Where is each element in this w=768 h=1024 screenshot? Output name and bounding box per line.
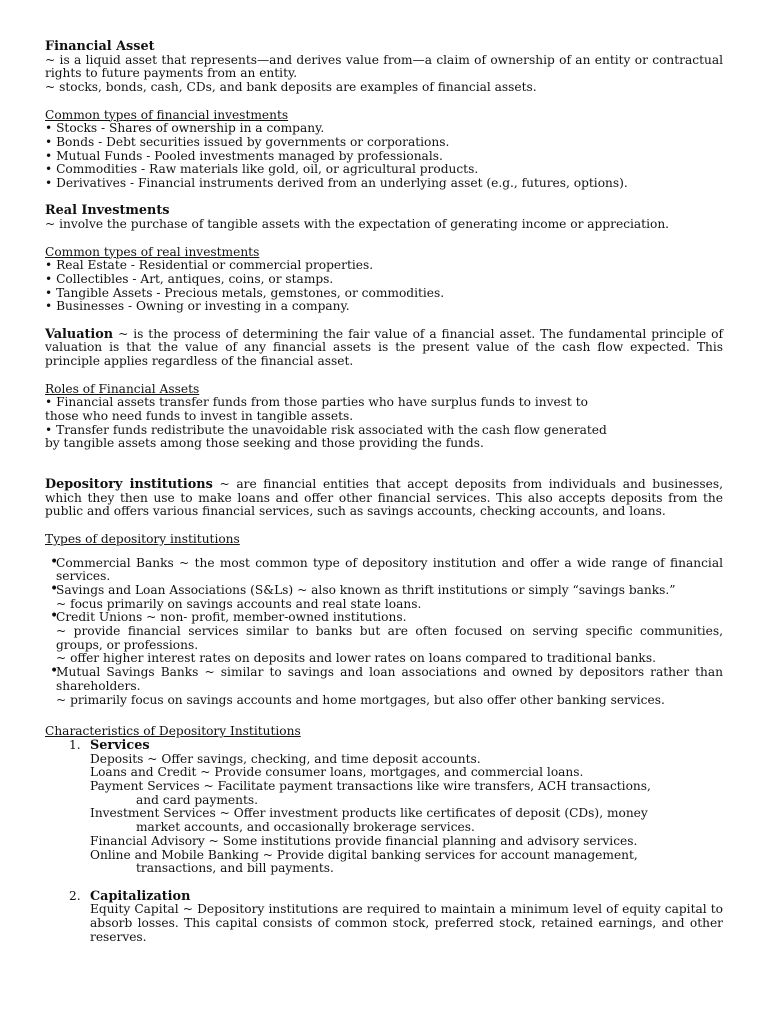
capitalization-text: Equity Capital ~ Depository institutions are required to maintain a minimum level of equity capital to absorb losses. This capital consists of common stock, preferred stock, retained earnings, and other reserves.: [90, 902, 723, 944]
list-item-savings-loan: • Savings and Loan Associations (S&Ls) ~ also known as thrift institutions or simply “savings banks.” ~ focus primarily on savings accounts and real state loans.: [56, 584, 723, 611]
characteristics-heading: Characteristics of Depository Institutions: [45, 724, 301, 739]
capitalization-title: Capitalization: [90, 888, 191, 904]
list-item: • Derivatives - Financial instruments derived from an underlying asset (e.g., futures, options).: [45, 176, 628, 191]
valuation-paragraph: [45, 328, 723, 369]
services-deposits: Deposits ~ Offer savings, checking, and time deposit accounts.: [90, 751, 481, 766]
list-item: • Bonds - Debt securities issued by governments or corporations.: [45, 134, 450, 149]
services-investment: Investment Services ~ Offer investment products like certificates of deposit (CDs), money: [90, 806, 648, 821]
list-item: • Businesses - Owning or investing in a company.: [45, 299, 350, 314]
list-item: • Financial assets transfer funds from those parties who have surplus funds to invest to: [45, 395, 588, 410]
depository-paragraph: [45, 478, 723, 519]
services-online: Online and Mobile Banking ~ Provide digital banking services for account management,: [90, 847, 638, 862]
list-number: 2.: [69, 888, 81, 903]
list-number: 1.: [69, 737, 81, 752]
depository-types-heading: Types of depository institutions: [45, 531, 240, 546]
services-online-cont: transactions, and bill payments.: [136, 861, 334, 876]
services-investment-cont: market accounts, and occasionally brokerage services.: [136, 820, 475, 835]
valuation-term: Valuation: [45, 326, 114, 342]
list-item-commercial-banks: • Commercial Banks ~ the most common type of depository institution and offer a wide range of financial services.: [56, 557, 723, 584]
depository-term: Depository institutions: [45, 477, 213, 493]
real-investments-heading: Common types of real investments: [45, 244, 260, 259]
list-item: • Real Estate - Residential or commercial properties.: [45, 258, 374, 273]
financial-investments-heading: Common types of financial investments: [45, 107, 289, 122]
depository-text: ~ are financial entities that accept deposits from individuals and businesses, which they then use to make loans and offer other financial services. This also accepts deposits from the public and offers various financial services, such as savings accounts, checking accounts, and loans.: [45, 477, 723, 519]
services-advisory: Financial Advisory ~ Some institutions provide financial planning and advisory services.: [90, 833, 638, 848]
list-item: • Mutual Funds - Pooled investments managed by professionals.: [45, 148, 443, 163]
services-payment: Payment Services ~ Facilitate payment transactions like wire transfers, ACH transactions,: [90, 779, 651, 794]
list-item: • Collectibles - Art, antiques, coins, or stamps.: [45, 271, 334, 286]
real-investments-list: [45, 259, 723, 314]
document-page: [45, 40, 723, 944]
financial-asset-definition: ~ is a liquid asset that represents—and derives value from—a claim of ownership of an entity or contractual rights to future payments from an entity.: [45, 52, 723, 81]
real-investments-definition: ~ involve the purchase of tangible assets with the expectation of generating income or appreciation.: [45, 217, 670, 232]
financial-investments-list: [45, 122, 723, 191]
valuation-text: ~ is the process of determining the fair value of a financial asset. The fundamental principle of valuation is that the value of any financial assets is the present value of the cash flow expected. This principle applies regardless of the financial asset.: [45, 326, 723, 369]
list-item: • Commodities - Raw materials like gold, oil, or agricultural products.: [45, 162, 479, 177]
list-item: • Stocks - Shares of ownership in a company.: [45, 121, 325, 136]
characteristic-services: [69, 737, 723, 876]
section-title-financial-asset: Financial Asset: [45, 39, 155, 54]
list-item-mutual-savings: • Mutual Savings Banks ~ similar to savings and loan associations and owned by depositors rather than shareholders. ~ primarily focus on savings accounts and home mortgages, but also offer other banking services.: [56, 666, 723, 707]
services-payment-cont: and card payments.: [136, 792, 258, 807]
list-item: • Tangible Assets - Precious metals, gemstones, or commodities.: [45, 285, 445, 300]
section-title-real-investments: Real Investments: [45, 203, 170, 219]
financial-asset-examples: ~ stocks, bonds, cash, CDs, and bank deposits are examples of financial assets.: [45, 80, 537, 95]
list-item-continuation: those who need funds to invest in tangible assets.: [45, 408, 354, 423]
characteristics-list: [45, 739, 723, 945]
roles-list: [45, 396, 723, 451]
services-loans: Loans and Credit ~ Provide consumer loans, mortgages, and commercial loans.: [90, 765, 584, 780]
list-item: • Transfer funds redistribute the unavoidable risk associated with the cash flow generated: [45, 422, 607, 437]
services-title: Services: [90, 737, 150, 753]
list-item-continuation: by tangible assets among those seeking and those providing the funds.: [45, 436, 484, 451]
list-item-credit-unions: • Credit Unions ~ non- profit, member-owned institutions. ~ provide financial services similar to banks but are often focused on serving specific communities, groups, or professions. ~ offer higher interest rates on deposits and lower rates on loans compared to traditional banks.: [56, 611, 723, 666]
roles-heading: Roles of Financial Assets: [45, 381, 200, 396]
depository-types-list: [45, 557, 723, 708]
characteristic-capitalization: [69, 888, 723, 945]
